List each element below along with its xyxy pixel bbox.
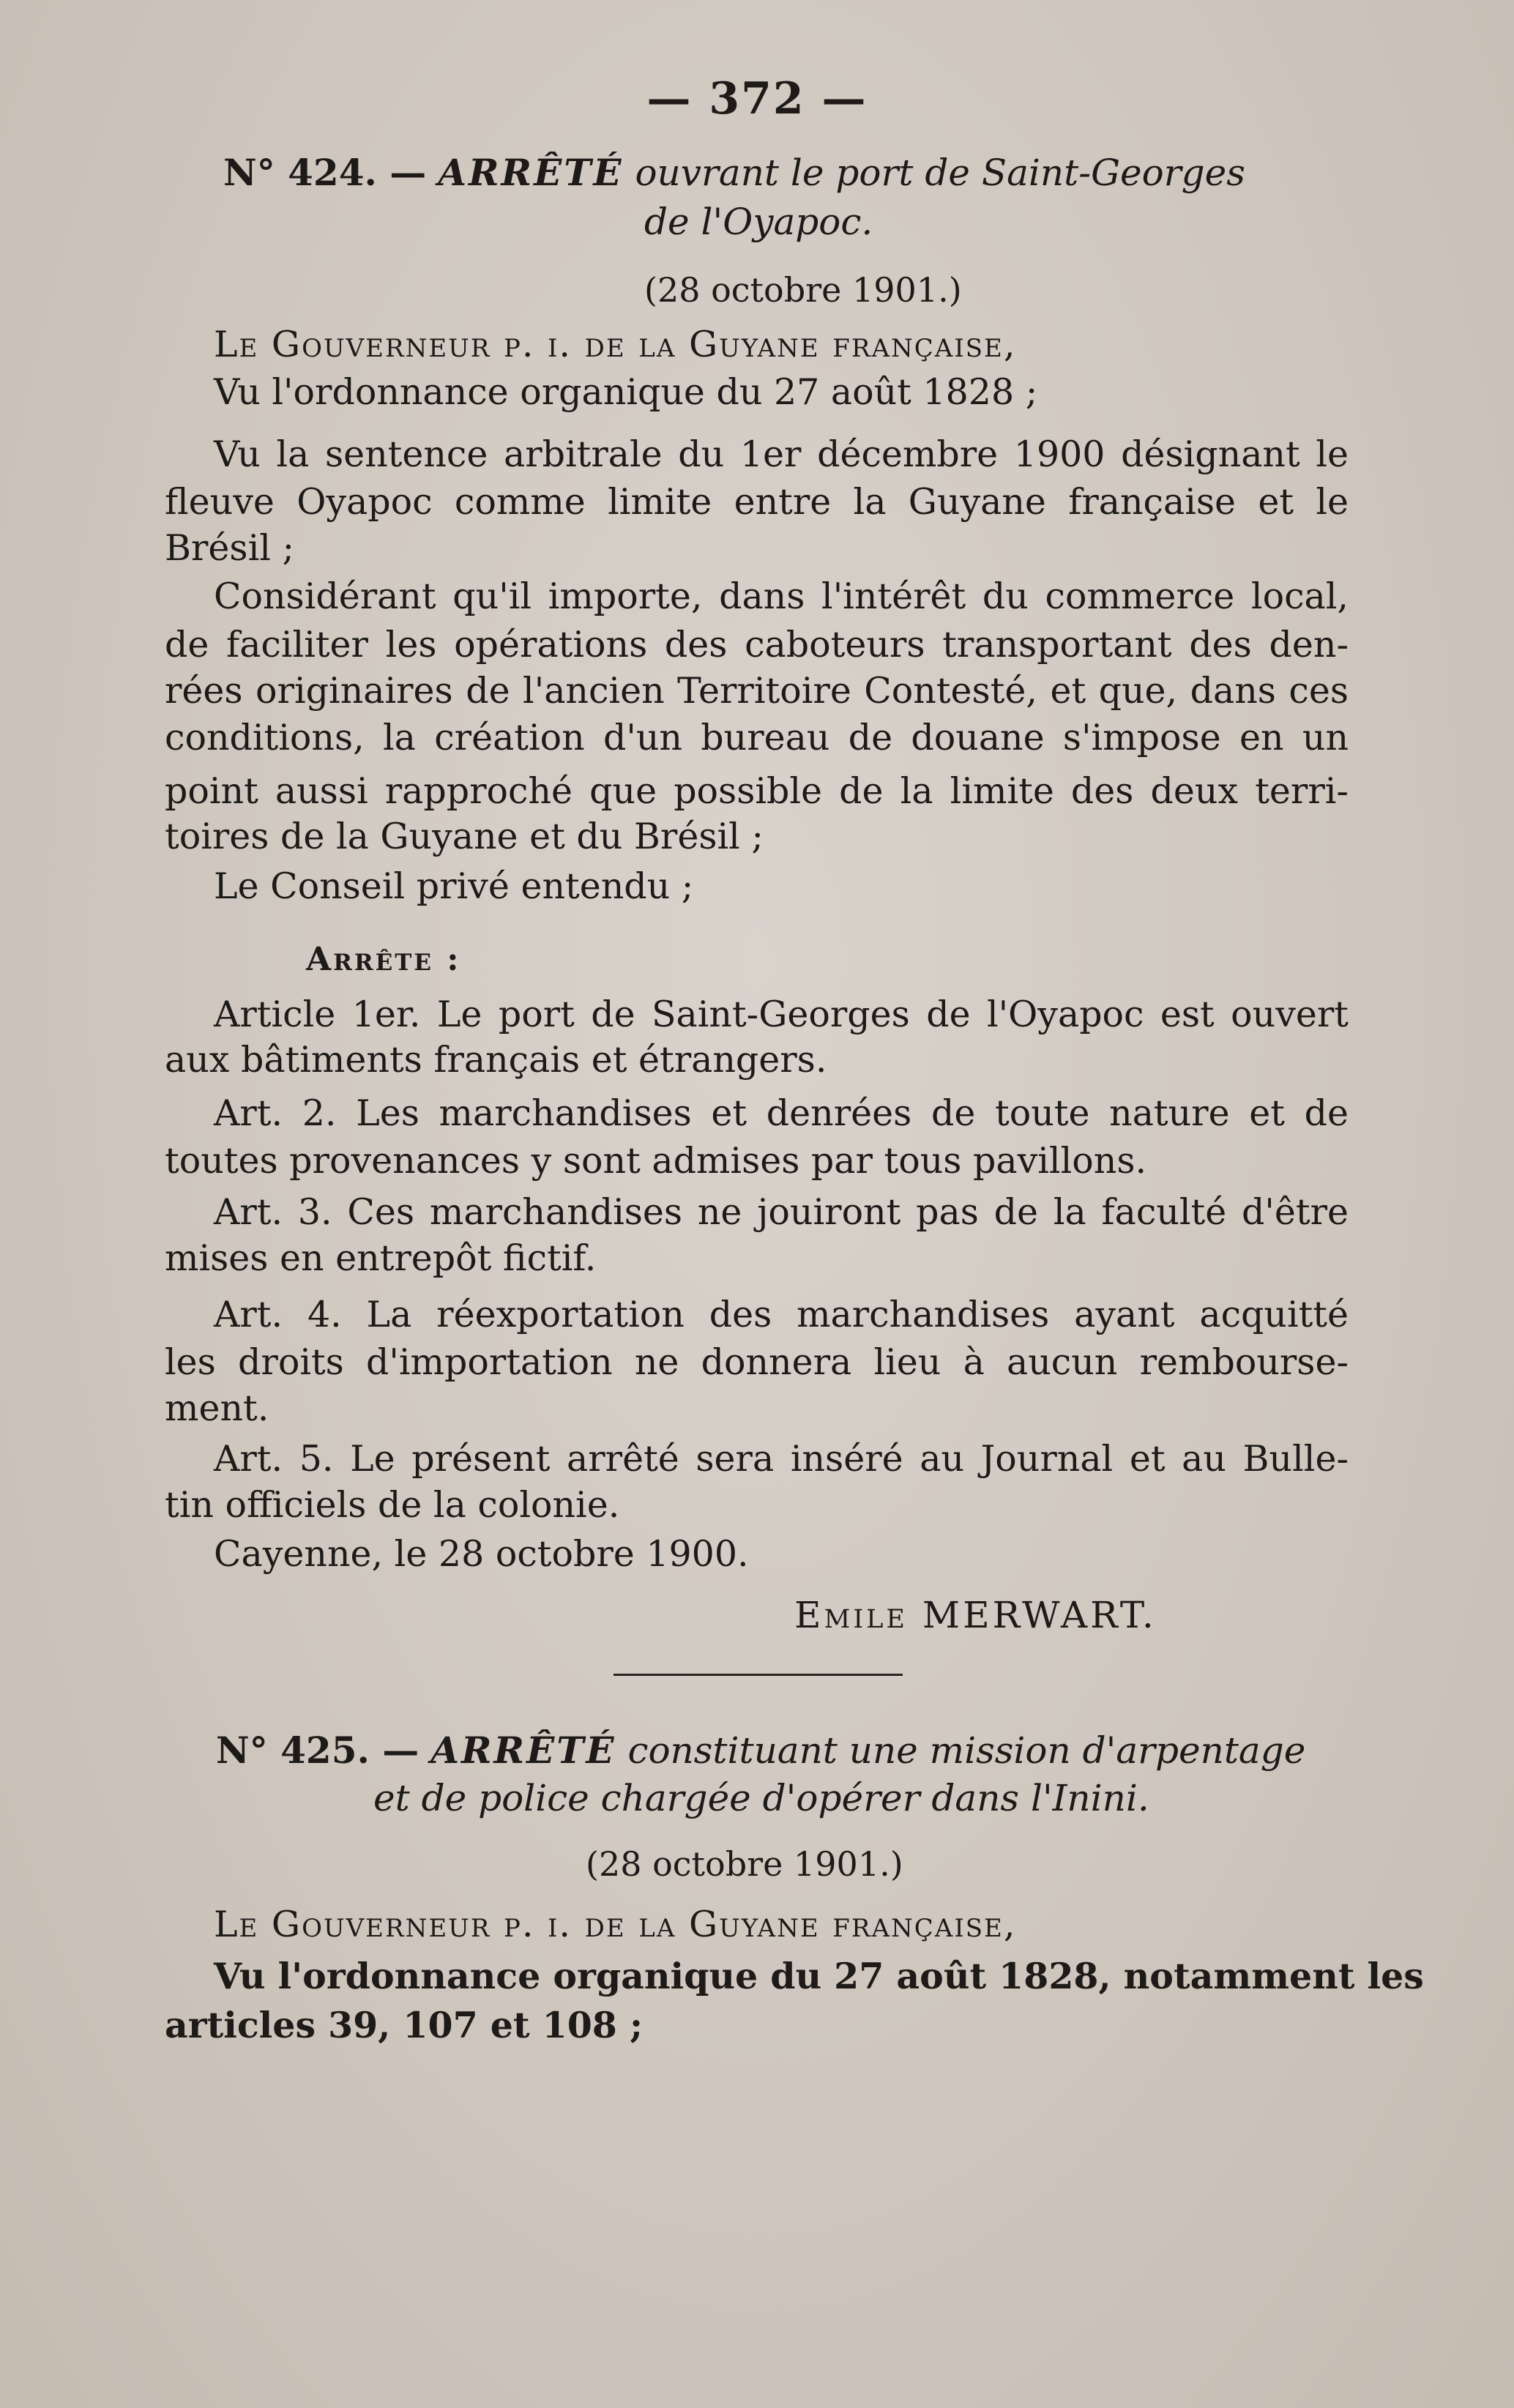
- decree-425-subject-line2: et de police chargée d'opérer dans l'Inini.: [373, 1777, 1149, 1819]
- decree-424-title: ARRÊTÉ: [438, 151, 624, 194]
- decree-425-line: Vu l'ordonnance organique du 27 août 1828, notamment les: [214, 1955, 1424, 1997]
- page-number: — 372 —: [646, 73, 868, 124]
- signature-first-name: Emile: [794, 1594, 908, 1636]
- decree-424-line: toires de la Guyane et du Brésil ;: [165, 816, 764, 857]
- decree-424-article-4: Art. 4. La réexportation des marchandises ayant acquitté: [214, 1294, 1349, 1335]
- decree-424-line: Le Conseil privé entendu ;: [214, 865, 694, 907]
- section-divider: [614, 1674, 903, 1676]
- decree-424-place-date: Cayenne, le 28 octobre 1900.: [214, 1533, 749, 1575]
- decree-424-line-governor: Le Gouverneur p. i. de la Guyane française,: [214, 324, 1017, 365]
- decree-424-line: Brésil ;: [165, 527, 295, 569]
- signature-last-name: MERWART.: [922, 1594, 1157, 1636]
- decree-424-subject: ouvrant le port de Saint-Georges: [635, 152, 1245, 194]
- decree-424-line: les droits d'importation ne donnera lieu à aucun rembourse-: [165, 1341, 1349, 1383]
- decree-425-title: ARRÊTÉ: [430, 1729, 616, 1772]
- decree-424-heading: [223, 150, 1245, 195]
- arrete-label: Arrête :: [306, 941, 461, 978]
- decree-424-line: conditions, la création d'un bureau de douane s'impose en un: [165, 717, 1349, 758]
- decree-424-line: aux bâtiments français et étrangers.: [165, 1039, 827, 1081]
- decree-425-line-governor: Le Gouverneur p. i. de la Guyane française,: [214, 1904, 1017, 1945]
- decree-425-line: articles 39, 107 et 108 ;: [165, 2004, 644, 2046]
- decree-424-line: rées originaires de l'ancien Territoire Contesté, et que, dans ces: [165, 670, 1349, 712]
- decree-424-article-3: Art. 3. Ces marchandises ne jouiront pas de la faculté d'être: [214, 1191, 1349, 1233]
- decree-424-date: (28 octobre 1901.): [644, 270, 962, 310]
- decree-424-line: tin officiels de la colonie.: [165, 1484, 620, 1526]
- decree-424-line: Vu la sentence arbitrale du 1er décembre 1900 désignant le: [214, 433, 1349, 475]
- decree-424-article-2: Art. 2. Les marchandises et denrées de toute nature et de: [214, 1092, 1349, 1134]
- decree-424-subject-line2: de l'Oyapoc.: [644, 201, 873, 243]
- decree-424-line: mises en entrepôt fictif.: [165, 1237, 597, 1279]
- decree-424-line: fleuve Oyapoc comme limite entre la Guyane française et le: [165, 481, 1349, 523]
- decree-424-number: N° 424. —: [223, 151, 427, 194]
- signature: [794, 1592, 1157, 1638]
- decree-424-article-1: Article 1er. Le port de Saint-Georges de l'Oyapoc est ouvert: [214, 994, 1349, 1035]
- decree-425-number: N° 425. —: [216, 1729, 419, 1772]
- decree-425-subject: constituant une mission d'arpentage: [627, 1729, 1306, 1772]
- decree-424-line: Considérant qu'il importe, dans l'intérêt du commerce local,: [214, 575, 1349, 617]
- decree-425-heading: [216, 1728, 1305, 1773]
- decree-424-line: point aussi rapproché que possible de la limite des deux terri-: [165, 770, 1349, 812]
- decree-425-date: (28 octobre 1901.): [586, 1844, 903, 1884]
- decree-424-line: ment.: [165, 1387, 269, 1429]
- decree-424-line: toutes provenances y sont admises par tous pavillons.: [165, 1140, 1147, 1182]
- decree-424-line: de faciliter les opérations des caboteurs transportant des den-: [165, 624, 1349, 666]
- decree-424-line: Vu l'ordonnance organique du 27 août 1828 ;: [214, 371, 1038, 413]
- decree-424-article-5: Art. 5. Le présent arrêté sera inséré au Journal et au Bulle-: [214, 1438, 1349, 1480]
